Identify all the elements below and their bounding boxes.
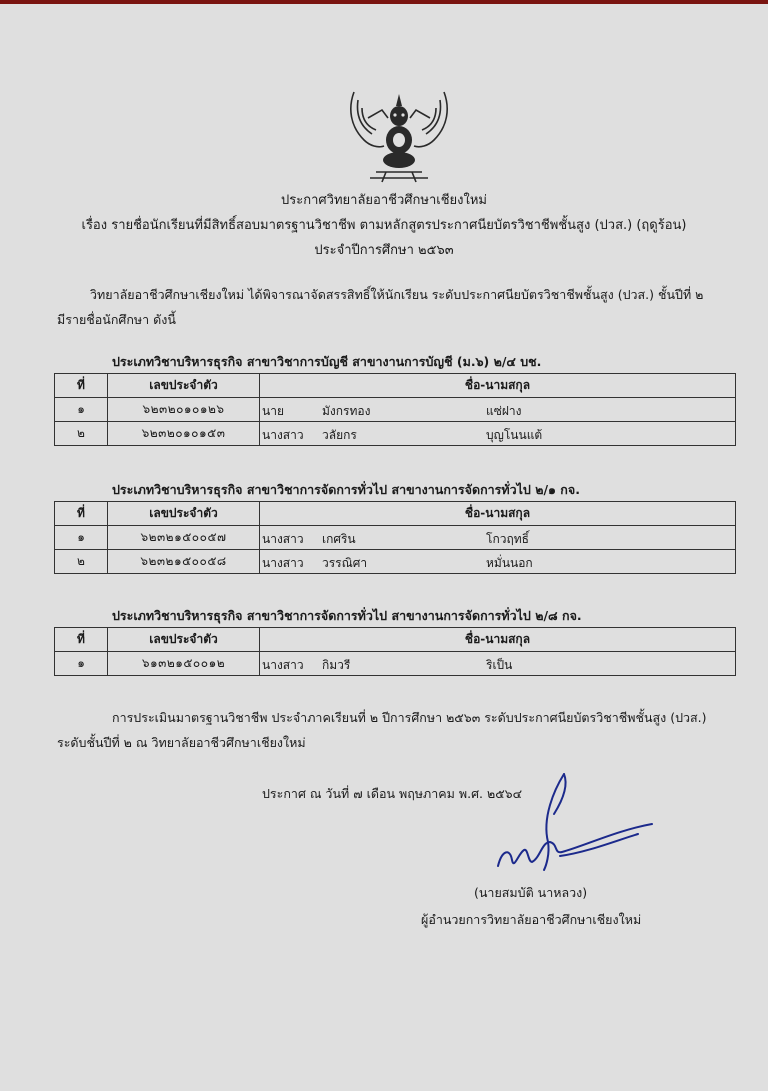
first-name: เกศริน [322, 532, 356, 546]
col-header-id: เลขประจำตัว [108, 502, 260, 526]
col-header-id: เลขประจำตัว [108, 628, 260, 652]
student-name [260, 652, 736, 676]
table-row [55, 422, 736, 446]
first-name: วรรณิศา [322, 556, 368, 570]
garuda-emblem-icon [346, 88, 452, 184]
name-prefix: นางสาว [262, 556, 304, 570]
student-table [54, 627, 736, 676]
table-row [55, 398, 736, 422]
table-heading: ประเภทวิชาบริหารธุรกิจ สาขาวิชาการจัดการทั่วไป สาขางานการจัดการทั่วไป ๒/๑ กจ. [112, 482, 580, 497]
row-no: ๑ [55, 526, 108, 550]
last-name: หมั่นนอก [486, 556, 533, 570]
name-prefix: นางสาว [262, 658, 304, 672]
table-heading: ประเภทวิชาบริหารธุรกิจ สาขาวิชาการจัดการทั่วไป สาขางานการจัดการทั่วไป ๒/๘ กจ. [112, 608, 582, 623]
table-heading: ประเภทวิชาบริหารธุรกิจ สาขาวิชาการบัญชี สาขางานการบัญชี (ม.๖) ๒/๔ บช. [112, 354, 542, 369]
last-name: ริเป็น [486, 658, 513, 672]
signatory-name: (นายสมบัติ นาหลวง) [474, 885, 588, 900]
student-id: ๖๒๓๒๐๑๐๑๕๓ [108, 422, 260, 446]
announcement-subject: เรื่อง รายชื่อนักเรียนที่มีสิทธิ์สอบมาตรฐานวิชาชีพ ตามหลักสูตรประกาศนียบัตรวิชาชีพชั้นสูง (ปวส.) (ฤดูร้อน) [81, 218, 687, 233]
table-row [55, 526, 736, 550]
intro-line-2: มีรายชื่อนักศึกษา ดังนี้ [57, 312, 176, 327]
name-prefix: นางสาว [262, 532, 304, 546]
signature-icon [488, 770, 658, 880]
student-name [260, 550, 736, 574]
assessment-line-2: ระดับชั้นปีที่ ๒ ณ วิทยาลัยอาชีวศึกษาเชียงใหม่ [57, 735, 306, 750]
announcement-title: ประกาศวิทยาลัยอาชีวศึกษาเชียงใหม่ [281, 193, 487, 208]
col-header-no: ที่ [55, 502, 108, 526]
student-name [260, 398, 736, 422]
table-header-row [55, 628, 736, 652]
student-name [260, 422, 736, 446]
row-no: ๒ [55, 422, 108, 446]
first-name: กิมวรี [322, 658, 351, 672]
student-name [260, 526, 736, 550]
student-table [54, 501, 736, 574]
col-header-no: ที่ [55, 628, 108, 652]
last-name: โกวฤทธิ์ [486, 532, 529, 546]
assessment-line-1: การประเมินมาตรฐานวิชาชีพ ประจำภาคเรียนที่ ๒ ปีการศึกษา ๒๕๖๓ ระดับประกาศนียบัตรวิชาชีพชั้นสูง (ปวส.) [112, 710, 707, 725]
student-id: ๖๒๓๒๐๑๐๑๒๖ [108, 398, 260, 422]
first-name: วลัยกร [322, 428, 357, 442]
row-no: ๑ [55, 652, 108, 676]
name-prefix: นางสาว [262, 428, 304, 442]
row-no: ๑ [55, 398, 108, 422]
top-edge-strip [0, 0, 768, 4]
student-id: ๖๑๓๒๑๕๐๐๑๒ [108, 652, 260, 676]
name-prefix: นาย [262, 404, 284, 418]
student-id: ๖๒๓๒๑๕๐๐๕๗ [108, 526, 260, 550]
table-header-row [55, 502, 736, 526]
last-name: บุญโนนแต้ [486, 428, 543, 442]
col-header-name: ชื่อ-นามสกุล [260, 628, 736, 652]
first-name: มังกรทอง [322, 404, 371, 418]
student-table [54, 373, 736, 446]
student-id: ๖๒๓๒๑๕๐๐๕๘ [108, 550, 260, 574]
col-header-name: ชื่อ-นามสกุล [260, 374, 736, 398]
table-row [55, 652, 736, 676]
table-row [55, 550, 736, 574]
row-no: ๒ [55, 550, 108, 574]
announcement-date: ประกาศ ณ วันที่ ๗ เดือน พฤษภาคม พ.ศ. ๒๕๖๔ [262, 786, 523, 801]
last-name: แซ่ฝาง [486, 404, 522, 418]
intro-line-1: วิทยาลัยอาชีวศึกษาเชียงใหม่ ได้พิจารณาจัดสรรสิทธิ์ให้นักเรียน ระดับประกาศนียบัตรวิชาชีพชั้นสูง (ปวส.) ชั้นปีที่ ๒ [90, 287, 704, 302]
academic-year-line: ประจำปีการศึกษา ๒๕๖๓ [314, 243, 454, 258]
col-header-no: ที่ [55, 374, 108, 398]
table-header-row [55, 374, 736, 398]
col-header-id: เลขประจำตัว [108, 374, 260, 398]
col-header-name: ชื่อ-นามสกุล [260, 502, 736, 526]
signatory-position: ผู้อำนวยการวิทยาลัยอาชีวศึกษาเชียงใหม่ [421, 912, 642, 927]
